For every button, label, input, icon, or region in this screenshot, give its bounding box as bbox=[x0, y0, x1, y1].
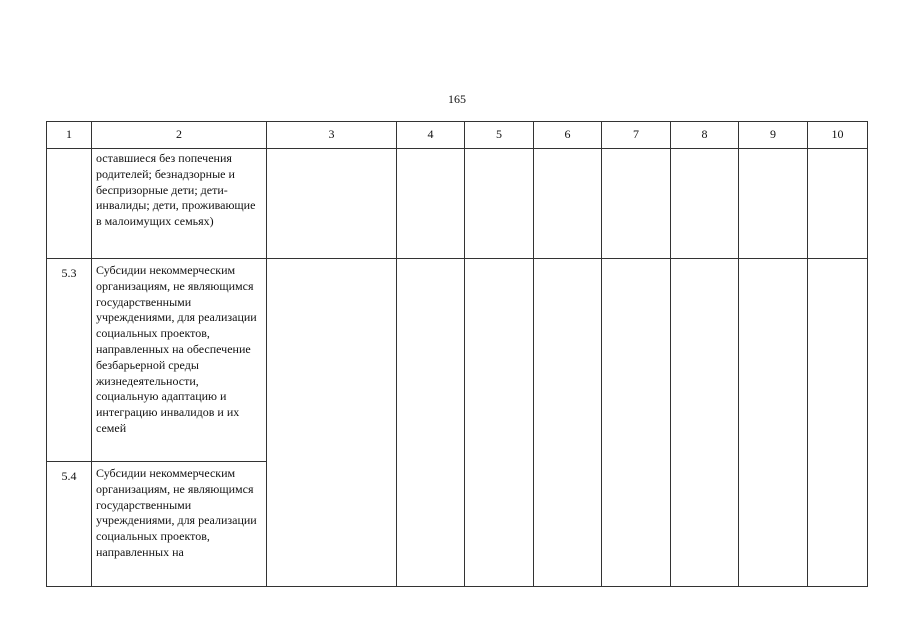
empty-cell bbox=[534, 149, 602, 259]
column-number-row bbox=[47, 122, 868, 149]
row-number bbox=[47, 149, 92, 259]
empty-cell bbox=[739, 149, 808, 259]
empty-cell bbox=[397, 149, 465, 259]
column-header: 2 bbox=[92, 122, 267, 149]
column-header: 8 bbox=[671, 122, 739, 149]
column-header: 3 bbox=[267, 122, 397, 149]
column-header: 9 bbox=[739, 122, 808, 149]
row-description: оставшиеся без попечения родителей; безнадзорные и беспризорные дети; дети-инвалиды; дети, проживающие в малоимущих семьях) bbox=[92, 149, 267, 259]
column-header: 10 bbox=[808, 122, 868, 149]
page-number: 165 bbox=[448, 92, 466, 106]
empty-cell bbox=[739, 259, 808, 587]
empty-cell bbox=[671, 149, 739, 259]
data-table bbox=[46, 121, 868, 587]
column-header: 1 bbox=[47, 122, 92, 149]
empty-cell bbox=[602, 149, 671, 259]
column-header: 5 bbox=[465, 122, 534, 149]
empty-cell bbox=[267, 259, 397, 587]
empty-cell bbox=[671, 259, 739, 587]
column-header: 7 bbox=[602, 122, 671, 149]
row-description: Субсидии некоммерческим организациям, не являющимся государственными учреждениями, для реализации социальных проектов, направленных на обеспечение безбарьерной среды жизнедеятельности, социальную адаптацию и интеграцию инвалидов и их семей bbox=[92, 259, 267, 462]
empty-cell bbox=[397, 259, 465, 587]
column-header: 4 bbox=[397, 122, 465, 149]
empty-cell bbox=[534, 259, 602, 587]
table-row bbox=[47, 259, 868, 462]
empty-cell bbox=[808, 149, 868, 259]
column-header: 6 bbox=[534, 122, 602, 149]
empty-cell bbox=[465, 259, 534, 587]
row-description: Субсидии некоммерческим организациям, не являющимся государственными учреждениями, для реализации социальных проектов, направленных на bbox=[92, 462, 267, 587]
row-number: 5.4 bbox=[47, 462, 92, 587]
empty-cell bbox=[808, 259, 868, 587]
empty-cell bbox=[465, 149, 534, 259]
empty-cell bbox=[602, 259, 671, 587]
empty-cell bbox=[267, 149, 397, 259]
table-row bbox=[47, 149, 868, 259]
row-number: 5.3 bbox=[47, 259, 92, 462]
